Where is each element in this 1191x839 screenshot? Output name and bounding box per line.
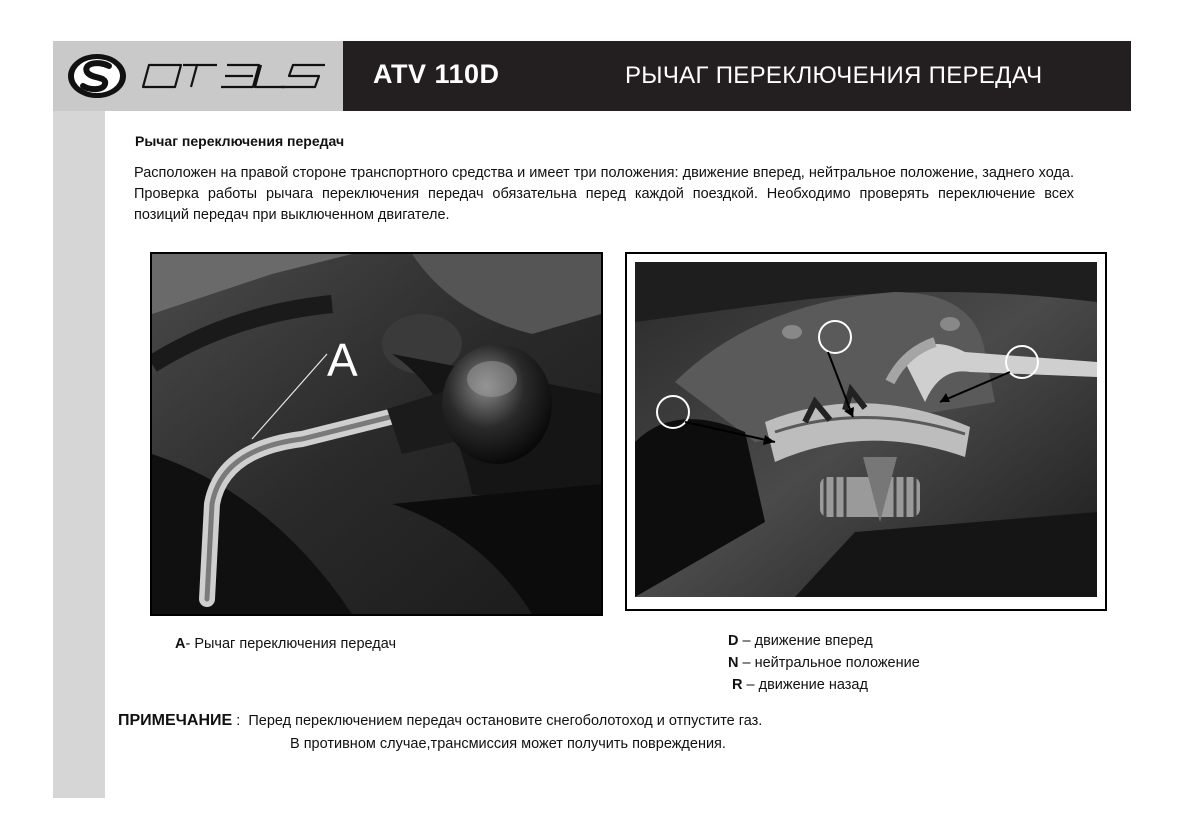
note-label: ПРИМЕЧАНИЕ (118, 712, 233, 729)
legend-text: – движение назад (742, 677, 868, 693)
legend-item-n (728, 652, 920, 674)
legend-key: D (728, 633, 739, 649)
note-text-2: В противном случае,трансмиссия может получить повреждения. (290, 736, 726, 752)
gear-lever-photo (150, 252, 603, 616)
caption-text: - Рычаг переключения передач (185, 636, 397, 652)
caption-key: A (175, 636, 186, 652)
stels-wordmark-logo (135, 59, 335, 93)
gear-positions-legend (728, 630, 920, 696)
description-paragraph: Расположен на правой стороне транспортного средства и имеет три положения: движение вперед, нейтральное положение, заднего хода. Проверка работы рычага переключения передач обязательна перед каждой поездкой. Необходимо проверять переключение всех позиций передач при выключенном двигателе. (134, 165, 1074, 223)
page-title: РЫЧАГ ПЕРЕКЛЮЧЕНИЯ ПЕРЕДАЧ (625, 62, 1043, 89)
legend-key: R (732, 677, 743, 693)
section-heading: Рычаг переключения передач (135, 133, 345, 149)
caption-lever (175, 636, 396, 652)
legend-text: – нейтральное положение (738, 655, 920, 671)
note-colon: : (232, 713, 249, 729)
legend-item-r (732, 674, 920, 696)
brand-logo (53, 41, 343, 111)
note-line-1 (118, 712, 762, 730)
legend-item-d (728, 630, 920, 652)
lever-label-a: A (327, 334, 358, 386)
gear-lever-illustration (152, 254, 601, 614)
legend-key: N (728, 655, 739, 671)
page-header (53, 41, 1131, 111)
left-sidebar-bar (53, 41, 105, 798)
legend-text: – движение вперед (738, 633, 873, 649)
gear-positions-illustration (635, 262, 1097, 597)
model-name: ATV 110D (373, 59, 500, 89)
gear-positions-photo (635, 262, 1097, 597)
note-text-1: Перед переключением передач остановите снегоболотоход и отпустите газ. (248, 713, 763, 729)
stels-s-logo-icon (67, 52, 127, 100)
